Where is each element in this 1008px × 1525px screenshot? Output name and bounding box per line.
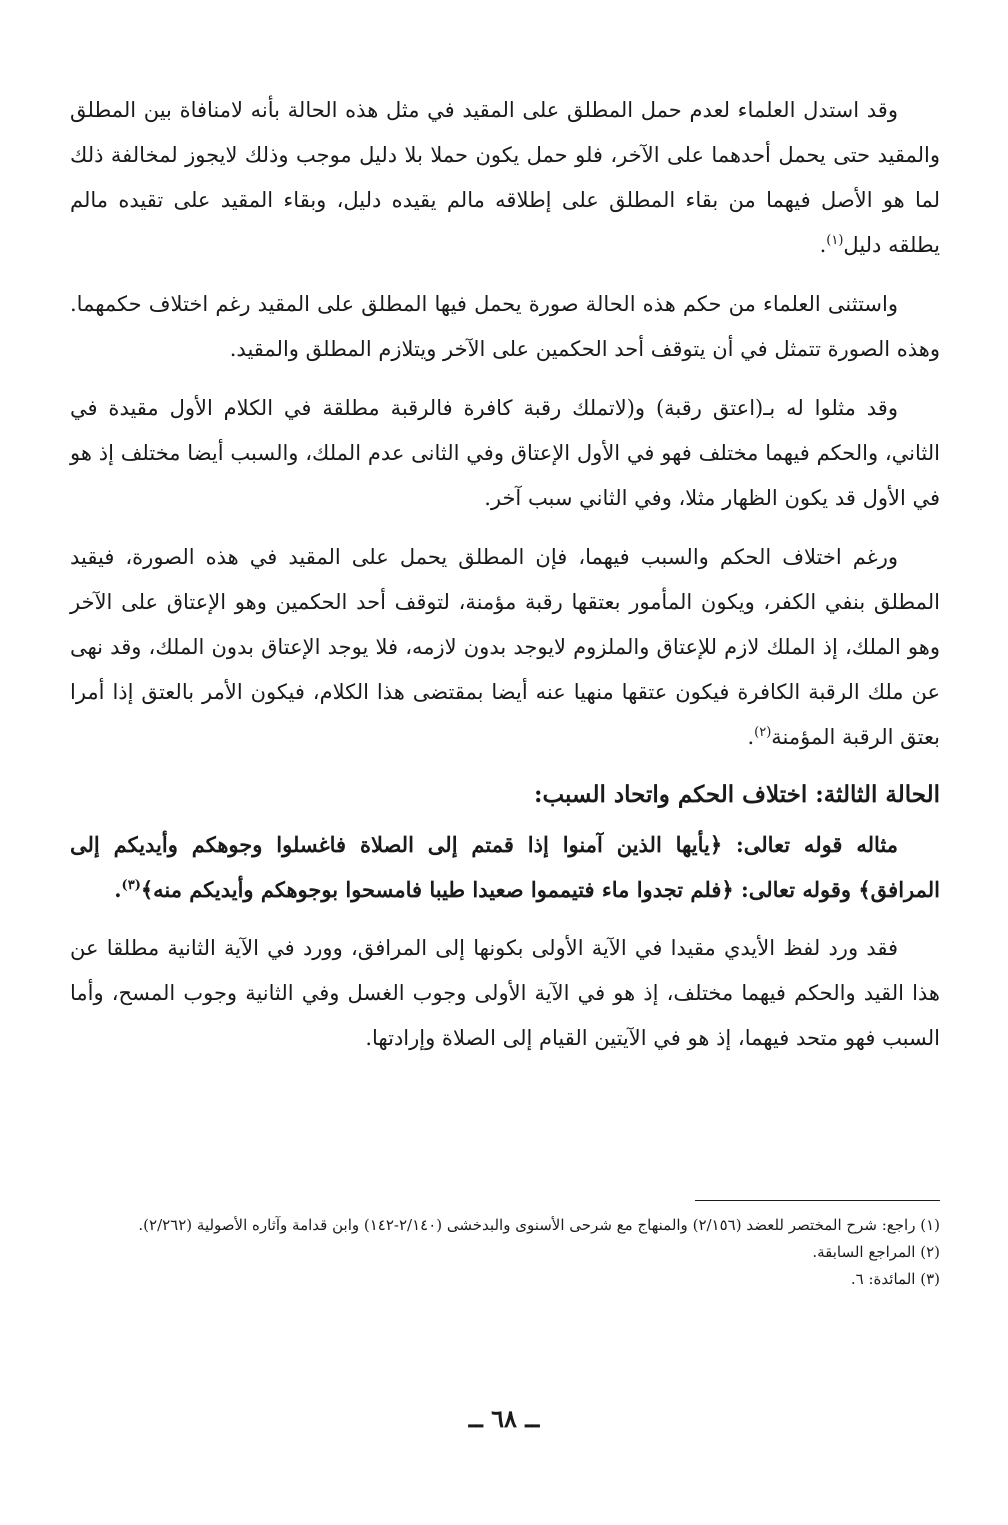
footnote-ref-2: (٢): [754, 725, 772, 740]
paragraph-1-tail: .: [819, 233, 827, 257]
paragraph-3: [70, 386, 940, 521]
example-tail: .: [114, 877, 122, 902]
footnote-2: (٢) المراجع السابقة.: [812, 1243, 940, 1261]
paragraph-4: [70, 535, 940, 760]
footnote-ref-1: (١): [826, 233, 844, 248]
last-paragraph: [70, 926, 940, 1061]
paragraph-4-text: ورغم اختلاف الحكم والسبب فيهما، فإن المطلق يحمل على المقيد في هذه الصورة، فيقيد المطلق بنفي الكفر، ويكون المأمور بعتقها رقبة مؤمنة، لتوقف أحد الحكمين وهو الإعتاق على الآخر وهو الملك، إذ الملك لازم للإعتاق والملزوم لايوجد بدون لازمه، فلا يوجد الإعتاق بدون الملك، وقد نهى عن ملك الرقبة الكافرة فيكون عتقها منهيا عنه أيضا بمقتضى هذا الكلام، فيكون الأمر بالعتق إذا أمرا بعتق الرقبة المؤمنة: [70, 545, 940, 749]
paragraph-3-text: وقد مثلوا له بـ(اعتق رقبة) و(لاتملك رقبة كافرة فالرقبة مطلقة في الكلام الأول مقيدة في الثاني، والحكم فيهما مختلف فهو في الأول الإعتاق وفي الثانى عدم الملك، والسبب أيضا مختلف إذ هو في الأول قد يكون الظهار مثلا، وفي الثاني سبب آخر.: [70, 396, 940, 510]
paragraph-1: [70, 88, 940, 268]
footnotes: [70, 1212, 940, 1293]
example-text: مثاله قوله تعالى: ﴿يأيها الذين آمنوا إذا قمتم إلى الصلاة فاغسلوا وجوهكم وأيديكم إلى المرافق﴾ وقوله تعالى: ﴿فلم تجدوا ماء فتيمموا صعيدا طيبا فامسحوا بوجوهكم وأيديكم منه﴾: [70, 832, 940, 902]
footnote-ref-3: (٣): [121, 878, 141, 893]
example-paragraph: [70, 822, 940, 912]
paragraph-4-tail: .: [747, 725, 755, 749]
footnote-1: (١) راجع: شرح المختصر للعضد (٢/١٥٦) والمنهاج مع شرحى الأسنوى والبدخشى (٢/١٤٠-١٤٢) وابن قدامة وآثاره الأصولية (٢/٢٦٢).: [138, 1216, 940, 1234]
paragraph-2-text: واستثنى العلماء من حكم هذه الحالة صورة يحمل فيها المطلق على المقيد رغم اختلاف حكمهما. وهذه الصورة تتمثل في أن يتوقف أحد الحكمين على الآخر ويتلازم المطلق والمقيد.: [70, 292, 940, 361]
footnote-3: (٣) المائدة: ٦.: [850, 1270, 940, 1288]
page-number: ــ ٦٨ ــ: [468, 1404, 540, 1433]
last-paragraph-text: فقد ورد لفظ الأيدي مقيدا في الآية الأولى بكونها إلى المرافق، وورد في الآية الثانية مطلقا عن هذا القيد والحكم فيهما مختلف، إذ هو في الآية الأولى وجوب الغسل وفي الثانية وجوب المسح، وأما السبب فهو متحد فيهما، إذ هو في الآيتين القيام إلى الصلاة وإرادتها.: [70, 936, 940, 1050]
paragraph-2: [70, 282, 940, 372]
footnote-divider: [695, 1200, 940, 1201]
section-heading: الحالة الثالثة: اختلاف الحكم واتحاد السبب:: [533, 781, 940, 808]
paragraph-1-text: وقد استدل العلماء لعدم حمل المطلق على المقيد في مثل هذه الحالة بأنه لامنافاة بين المطلق والمقيد حتى يحمل أحدهما على الآخر، فلو حمل يكون حملا بلا دليل موجب وذلك لايجوز لمخالفة ذلك لما هو الأصل فيهما من بقاء المطلق على إطلاقه مالم يقيده دليل، وبقاء المقيد على تقيده مالم يطلقه دليل: [70, 98, 940, 257]
page-body: [70, 88, 940, 1075]
